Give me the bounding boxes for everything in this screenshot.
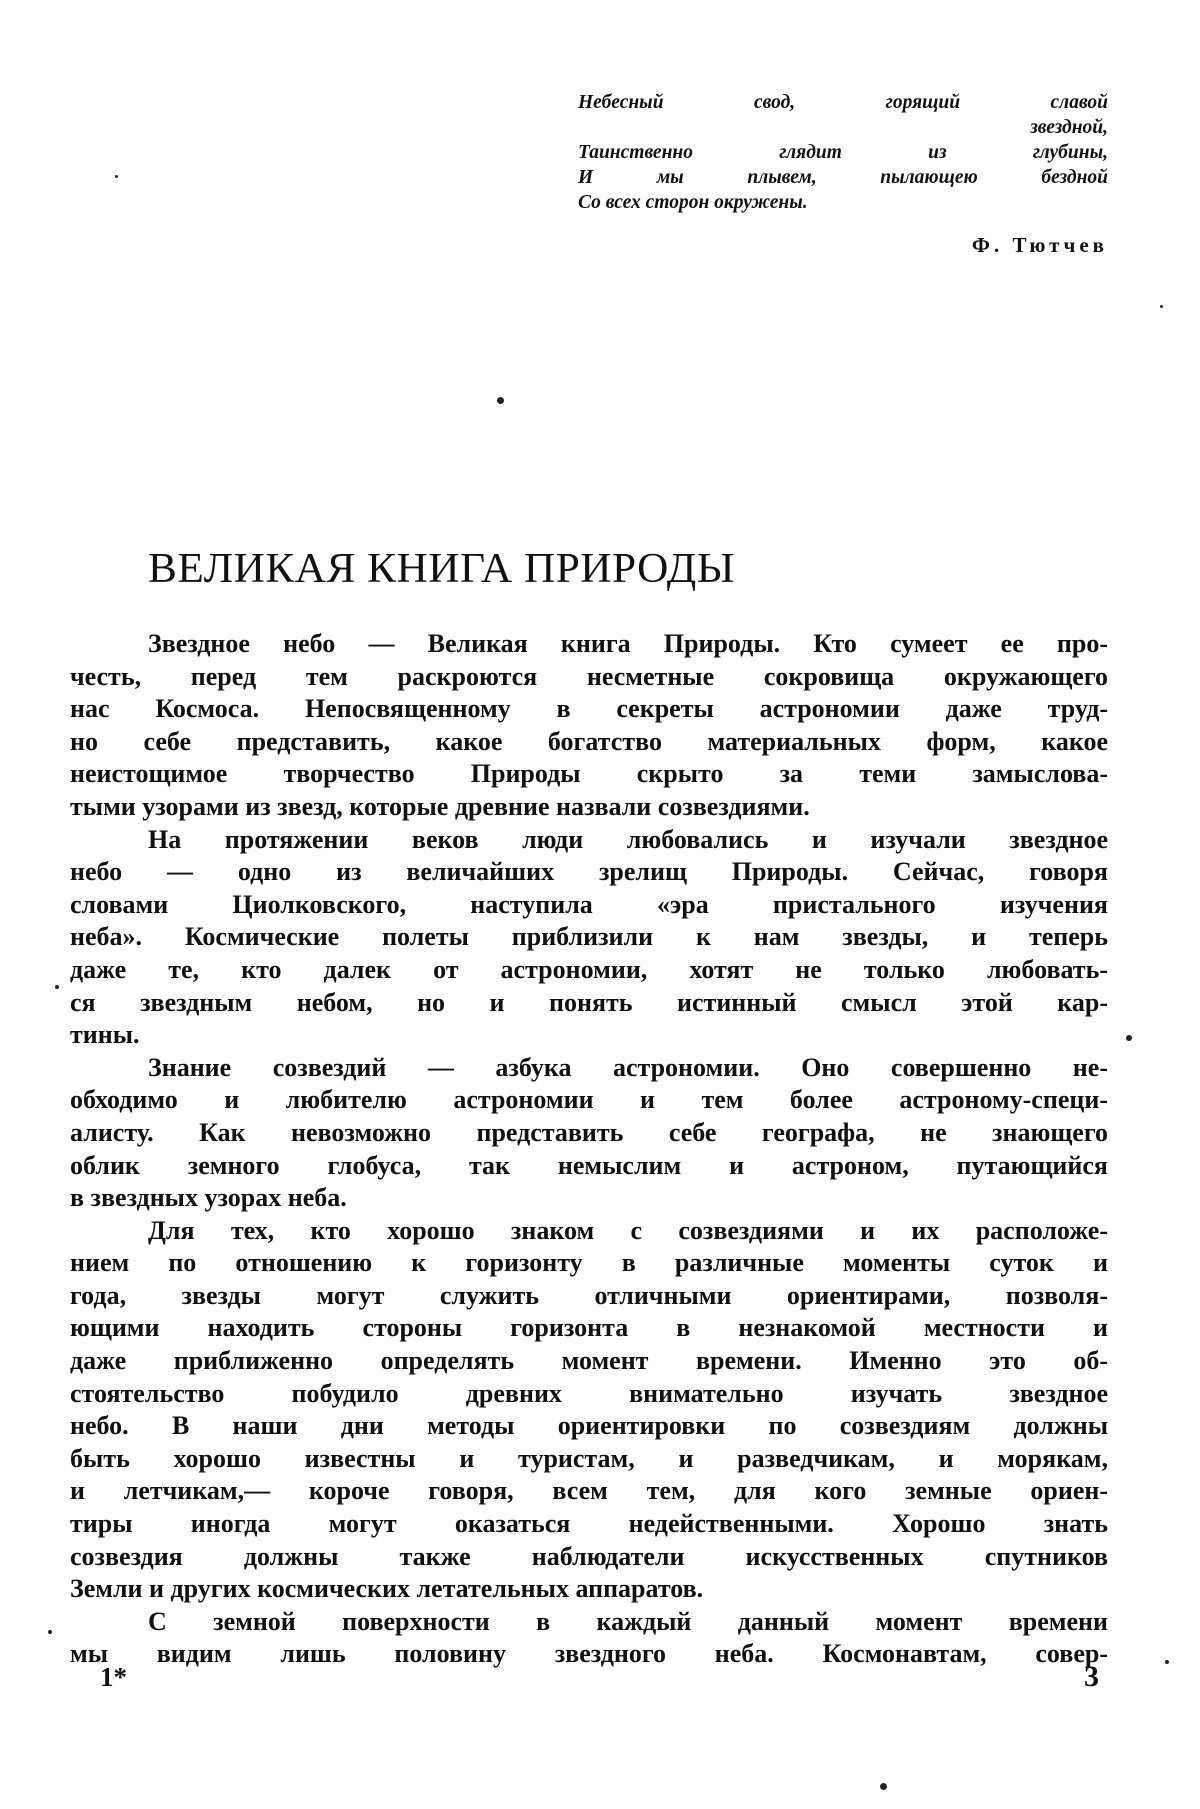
text-line: Знание созвездий — азбука астрономии. Оно совершенно не-: [70, 1052, 1108, 1085]
epigraph-line: И мы плывем, пылающею бездной: [578, 165, 1108, 190]
epigraph-line: звездной,: [578, 115, 1108, 140]
text-line: небо. В наши дни методы ориентировки по созвездиям должны: [70, 1410, 1108, 1443]
text-line: облик земного глобуса, так немыслим и астроном, путающийся: [70, 1150, 1108, 1183]
text-line: но себе представить, какое богатство материальных форм, какое: [70, 726, 1108, 759]
text-line: тины.: [70, 1019, 1108, 1052]
text-line: даже те, кто далек от астрономии, хотят не только любовать-: [70, 954, 1108, 987]
text-line: алисту. Как невозможно представить себе географа, не знающего: [70, 1117, 1108, 1150]
scan-speck: [55, 985, 59, 989]
text-line: даже приближенно определять момент времени. Именно это об-: [70, 1345, 1108, 1378]
text-line: тиры иногда могут оказаться недейственными. Хорошо знать: [70, 1508, 1108, 1541]
text-line: нас Космоса. Непосвященному в секреты астрономии даже труд-: [70, 693, 1108, 726]
scan-speck: [48, 1630, 52, 1634]
text-line: быть хорошо известны и туристам, и разведчикам, и морякам,: [70, 1443, 1108, 1476]
text-line: небо — одно из величайших зрелищ Природы. Сейчас, говоря: [70, 856, 1108, 889]
text-line: словами Циолковского, наступила «эра пристального изучения: [70, 889, 1108, 922]
chapter-title: ВЕЛИКАЯ КНИГА ПРИРОДЫ: [148, 545, 735, 593]
text-line: ся звездным небом, но и понять истинный смысл этой кар-: [70, 987, 1108, 1020]
text-line: неба». Космические полеты приблизили к нам звезды, и теперь: [70, 921, 1108, 954]
page-number: 3: [1084, 1660, 1099, 1694]
epigraph: [578, 90, 1108, 215]
epigraph-line: Со всех сторон окружены.: [578, 190, 1108, 215]
text-line: Звездное небо — Великая книга Природы. Кто сумеет ее про-: [70, 628, 1108, 661]
text-line: в звездных узорах неба.: [70, 1182, 1108, 1215]
text-line: честь, перед тем раскроются несметные сокровища окружающего: [70, 661, 1108, 694]
epigraph-line: Небесный свод, горящий славой: [578, 90, 1108, 115]
text-line: обходимо и любителю астрономии и тем более астроному-специ-: [70, 1084, 1108, 1117]
text-line: года, звезды могут служить отличными ориентирами, позволя-: [70, 1280, 1108, 1313]
body-text: [70, 628, 1108, 1671]
book-page: [0, 0, 1200, 1809]
scan-speck: [1165, 1660, 1169, 1664]
scan-speck: [1160, 305, 1163, 308]
text-line: нием по отношению к горизонту в различные моменты суток и: [70, 1247, 1108, 1280]
epigraph-author: Ф. Тютчев: [578, 233, 1108, 258]
text-line: мы видим лишь половину звездного неба. Космонавтам, совер-: [70, 1638, 1108, 1671]
scan-speck: [1126, 1035, 1132, 1041]
signature-mark: 1*: [100, 1662, 127, 1693]
text-line: неистощимое творчество Природы скрыто за теми замыслова-: [70, 758, 1108, 791]
text-line: тыми узорами из звезд, которые древние назвали созвездиями.: [70, 791, 1108, 824]
text-line: На протяжении веков люди любовались и изучали звездное: [70, 824, 1108, 857]
text-line: и летчикам,— короче говоря, всем тем, для кого земные ориен-: [70, 1475, 1108, 1508]
text-line: С земной поверхности в каждый данный момент времени: [70, 1606, 1108, 1639]
text-line: созвездия должны также наблюдатели искусственных спутников: [70, 1541, 1108, 1574]
text-line: стоятельство побудило древних внимательно изучать звездное: [70, 1378, 1108, 1411]
scan-speck: [880, 1783, 887, 1790]
epigraph-line: Таинственно глядит из глубины,: [578, 140, 1108, 165]
scan-speck: [115, 175, 118, 178]
text-line: Для тех, кто хорошо знаком с созвездиями и их расположе-: [70, 1215, 1108, 1248]
scan-speck: [497, 397, 504, 404]
text-line: Земли и других космических летательных аппаратов.: [70, 1573, 1108, 1606]
text-line: ющими находить стороны горизонта в незнакомой местности и: [70, 1312, 1108, 1345]
